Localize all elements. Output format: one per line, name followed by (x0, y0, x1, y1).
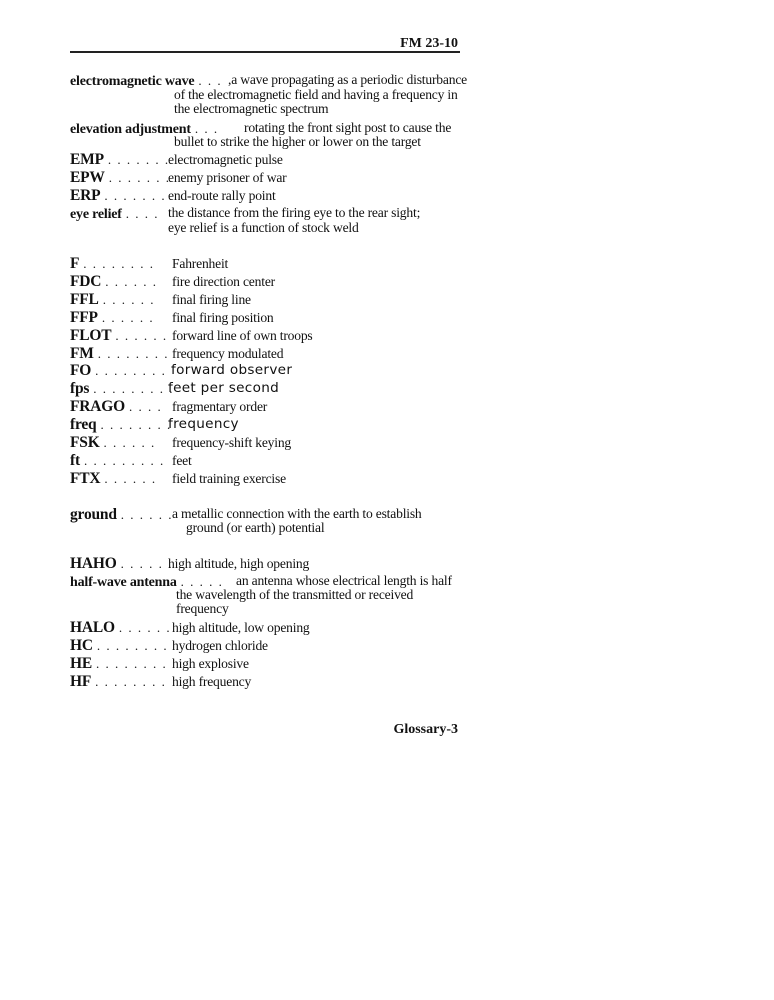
glossary-definition: high altitude, high opening (168, 556, 310, 571)
glossary-term: EMP (70, 151, 104, 168)
glossary-definition: the distance from the firing eye to the rear sight; (168, 205, 421, 220)
glossary-term: electromagnetic wave (70, 74, 195, 89)
glossary-definition: end-route rally point (168, 188, 276, 203)
glossary-entry-flot (70, 327, 168, 345)
glossary-definition: frequency (168, 416, 239, 432)
glossary-definition: bullet to strike the higher or lower on the target (174, 134, 421, 149)
glossary-term: ground (70, 506, 117, 523)
glossary-definition: ,a wave propagating as a periodic disturbance (228, 72, 467, 87)
glossary-definition: of the electromagnetic field and having a frequency in (174, 87, 458, 102)
leader-dots: . . . . . (180, 574, 224, 589)
glossary-definition: frequency-shift keying (172, 435, 292, 450)
glossary-term: fps (70, 380, 90, 397)
leader-dots: . . . . (128, 399, 163, 414)
leader-dots: . . . . . . . . (96, 656, 168, 671)
leader-dots: . . . . . . . . . (83, 453, 165, 468)
leader-dots: . . . . . . . (107, 152, 170, 167)
glossary-definition: feet (172, 453, 192, 468)
glossary-term: F (70, 255, 80, 272)
leader-dots: . . . . . . (118, 620, 172, 635)
glossary-term: FTX (70, 470, 101, 487)
glossary-entry-ffl (70, 291, 155, 309)
leader-dots: . . . . . . (120, 507, 174, 522)
glossary-definition: Fahrenheit (172, 256, 229, 271)
leader-dots: . . . . . . . . (100, 417, 172, 432)
glossary-term: HAHO (70, 555, 117, 572)
document-number: FM 23-10 (400, 36, 458, 51)
glossary-entry-freq (70, 416, 172, 434)
glossary-entry-fsk (70, 434, 156, 452)
glossary-definition: forward observer (171, 362, 293, 378)
leader-dots: . . . (198, 73, 223, 88)
leader-dots: . . . . . . . (104, 188, 167, 203)
glossary-entry-eye-relief (70, 205, 159, 223)
glossary-entry-ft (70, 452, 165, 470)
glossary-definition: high altitude, low opening (172, 620, 310, 635)
glossary-entry-ftx (70, 470, 157, 488)
leader-dots: . . . . . . . (108, 170, 171, 185)
glossary-definition: forward line of own troops (172, 328, 313, 343)
glossary-definition: fragmentary order (172, 399, 268, 414)
leader-dots: . . . . . . (101, 310, 155, 325)
glossary-definition: the electromagnetic spectrum (174, 101, 329, 116)
glossary-entry-fdc (70, 273, 158, 291)
glossary-definition: electromagnetic pulse (168, 152, 283, 167)
glossary-entry-ffp (70, 309, 154, 327)
glossary-definition: high explosive (172, 656, 249, 671)
glossary-definition: eye relief is a function of stock weld (168, 220, 359, 235)
glossary-entry-fo (70, 362, 166, 380)
glossary-term: FRAGO (70, 398, 125, 415)
glossary-term: HC (70, 637, 93, 654)
glossary-entry-epw (70, 169, 170, 187)
leader-dots: . . . . . . (115, 328, 168, 343)
leader-dots: . . . . . . (105, 274, 158, 289)
leader-dots: . . . . (125, 206, 160, 221)
glossary-term: HALO (70, 619, 115, 636)
page-header (70, 33, 460, 53)
leader-dots: . . . . . . (102, 292, 155, 307)
glossary-term: half-wave antenna (70, 575, 177, 590)
glossary-entry-f (70, 255, 155, 273)
glossary-definition: fire direction center (172, 274, 275, 289)
glossary-entry-frago (70, 398, 162, 416)
leader-dots: . . . . . . . . (95, 363, 167, 378)
glossary-definition: frequency (176, 601, 229, 616)
leader-dots: . . . . . . . . . (93, 381, 174, 396)
glossary-term: FLOT (70, 327, 112, 344)
glossary-entry-emp (70, 151, 170, 169)
header-rule (70, 51, 460, 53)
glossary-term: elevation adjustment (70, 122, 191, 137)
glossary-definition: rotating the front sight post to cause the (244, 120, 452, 135)
glossary-definition: field training exercise (172, 471, 286, 486)
glossary-term: HF (70, 673, 92, 690)
glossary-term: HE (70, 655, 92, 672)
glossary-entry-hc (70, 637, 168, 655)
leader-dots: . . . (194, 121, 219, 136)
glossary-definition: an antenna whose electrical length is half (236, 573, 452, 588)
page-number: Glossary-3 (393, 722, 458, 737)
glossary-entry-ground (70, 506, 173, 524)
glossary-term: FO (70, 362, 92, 379)
glossary-definition: ground (or earth) potential (186, 520, 325, 535)
glossary-definition: frequency modulated (172, 346, 284, 361)
glossary-entry-erp (70, 187, 166, 205)
glossary-definition: hydrogen chloride (172, 638, 268, 653)
glossary-entry-halo (70, 619, 171, 637)
glossary-term: FM (70, 345, 94, 362)
glossary-term: eye relief (70, 207, 122, 222)
leader-dots: . . . . . . (103, 435, 156, 450)
glossary-definition: high frequency (172, 674, 252, 689)
glossary-term: FSK (70, 434, 100, 451)
glossary-entry-fps (70, 380, 174, 398)
glossary-term: EPW (70, 169, 105, 186)
glossary-entry-hf (70, 673, 166, 691)
glossary-entry-he (70, 655, 167, 673)
leader-dots: . . . . . . (104, 471, 157, 486)
glossary-definition: enemy prisoner of war (168, 170, 287, 185)
glossary-term: ERP (70, 187, 101, 204)
glossary-term: ft (70, 452, 80, 469)
leader-dots: . . . . . . . . (96, 638, 169, 653)
leader-dots: . . . . . . . . (83, 256, 155, 271)
glossary-definition: feet per second (168, 380, 280, 396)
glossary-definition: the wavelength of the transmitted or received (176, 587, 414, 602)
glossary-term: freq (70, 416, 97, 433)
glossary-term: FDC (70, 273, 102, 290)
glossary-term: FFL (70, 291, 99, 308)
glossary-definition: final firing line (172, 292, 251, 307)
leader-dots: . . . . . . (120, 556, 173, 571)
leader-dots: . . . . . . . . (95, 674, 167, 689)
glossary-definition: final firing position (172, 310, 274, 325)
glossary-entry-haho (70, 555, 173, 573)
glossary-term: FFP (70, 309, 98, 326)
glossary-entry-fm (70, 345, 169, 363)
leader-dots: . . . . . . . . (97, 346, 169, 361)
glossary-definition: a metallic connection with the earth to establish (172, 506, 422, 521)
